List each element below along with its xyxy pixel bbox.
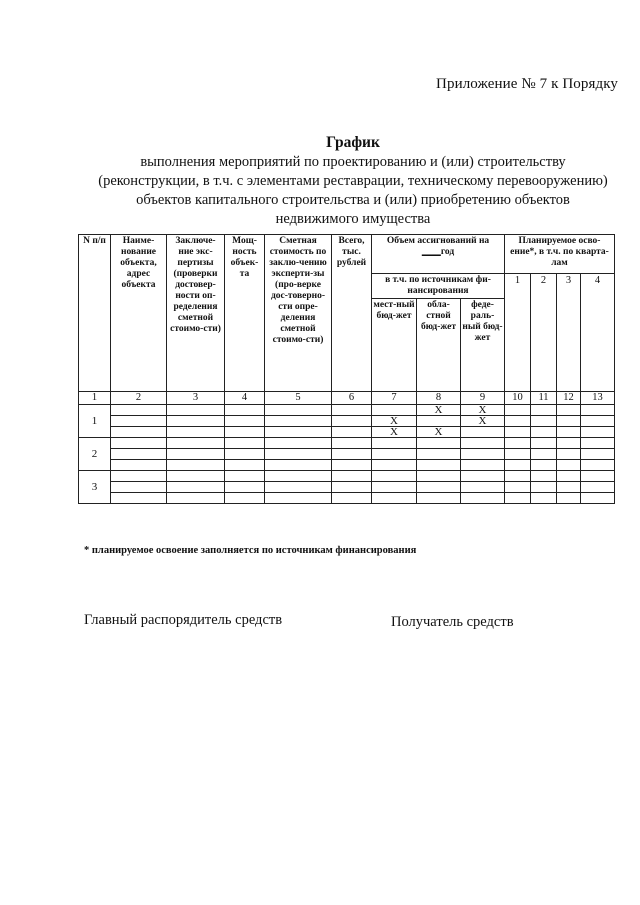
capacity-cell (225, 427, 265, 438)
federal-budget-cell (461, 460, 505, 471)
q4-cell (581, 471, 615, 482)
header-expertise: Заключе-ние экс-пертизы (проверки достовер-ности оп-ределения сметной стоимо-сти) (167, 235, 225, 392)
q3-cell (557, 493, 581, 504)
local-budget-cell (372, 460, 417, 471)
q2-cell (531, 449, 557, 460)
q2-cell (531, 427, 557, 438)
expertise-cell (167, 438, 225, 449)
col-number: 11 (531, 392, 557, 405)
header-local-budget: мест-ный бюд-жет (372, 299, 417, 392)
total-cell (332, 449, 372, 460)
estimate-cell (265, 471, 332, 482)
q3-cell (557, 471, 581, 482)
object-number: 1 (79, 405, 111, 438)
total-cell (332, 493, 372, 504)
q4-cell (581, 405, 615, 416)
q1-cell (505, 405, 531, 416)
local-budget-cell: X (372, 427, 417, 438)
allocation-prefix: Объем ассигнований на (386, 236, 490, 246)
q3-cell (557, 460, 581, 471)
q1-cell (505, 493, 531, 504)
header-q1: 1 (505, 274, 531, 392)
total-cell (332, 482, 372, 493)
q4-cell (581, 438, 615, 449)
local-budget-cell: X (372, 416, 417, 427)
col-number: 13 (581, 392, 615, 405)
q4-cell (581, 482, 615, 493)
q3-cell (557, 482, 581, 493)
local-budget-cell (372, 471, 417, 482)
regional-budget-cell (417, 493, 461, 504)
total-cell (332, 438, 372, 449)
q4-cell (581, 493, 615, 504)
regional-budget-cell: X (417, 405, 461, 416)
capacity-cell (225, 493, 265, 504)
q3-cell (557, 416, 581, 427)
col-number: 4 (225, 392, 265, 405)
title-main: График (326, 134, 380, 151)
regional-budget-cell (417, 438, 461, 449)
estimate-cell (265, 427, 332, 438)
q1-cell (505, 449, 531, 460)
expertise-cell (167, 460, 225, 471)
header-regional-budget: обла-стной бюд-жет (417, 299, 461, 392)
federal-budget-cell: X (461, 416, 505, 427)
object-name-cell (111, 416, 167, 427)
capacity-cell (225, 438, 265, 449)
header-q3: 3 (557, 274, 581, 392)
local-budget-cell (372, 482, 417, 493)
col-number: 6 (332, 392, 372, 405)
federal-budget-cell (461, 482, 505, 493)
col-number: 3 (167, 392, 225, 405)
q2-cell (531, 416, 557, 427)
object-number: 3 (79, 471, 111, 504)
expertise-cell (167, 493, 225, 504)
header-federal-budget: феде-раль-ный бюд-жет (461, 299, 505, 392)
object-name-cell (111, 427, 167, 438)
q4-cell (581, 416, 615, 427)
footnote: * планируемое освоение заполняется по источникам финансирования (84, 545, 417, 556)
regional-budget-cell (417, 471, 461, 482)
federal-budget-cell: X (461, 405, 505, 416)
document-title (80, 133, 626, 229)
col-number: 1 (79, 392, 111, 405)
q2-cell (531, 405, 557, 416)
header-estimate: Сметная стоимость по заклю-чению эксперти-зы (про-верке дос-товерно-сти опре-деления сметной стоимо-сти) (265, 235, 332, 392)
capacity-cell (225, 471, 265, 482)
col-number: 9 (461, 392, 505, 405)
estimate-cell (265, 493, 332, 504)
header-sources: в т.ч. по источникам фи-нансирования (372, 274, 505, 299)
col-number: 2 (111, 392, 167, 405)
estimate-cell (265, 482, 332, 493)
object-number: 2 (79, 438, 111, 471)
local-budget-cell (372, 449, 417, 460)
object-name-cell (111, 460, 167, 471)
total-cell (332, 427, 372, 438)
header-object-name: Наиме-нование объекта, адрес объекта (111, 235, 167, 392)
schedule-table (78, 234, 615, 504)
col-number: 5 (265, 392, 332, 405)
title-line: объектов капитального строительства и (или) приобретению объектов (136, 192, 570, 208)
q2-cell (531, 438, 557, 449)
col-number: 10 (505, 392, 531, 405)
header-planned: Планируемое осво-ение*, в т.ч. по кварта-лам (505, 235, 615, 274)
estimate-cell (265, 416, 332, 427)
expertise-cell (167, 449, 225, 460)
federal-budget-cell (461, 493, 505, 504)
q1-cell (505, 438, 531, 449)
estimate-cell (265, 438, 332, 449)
total-cell (332, 416, 372, 427)
expertise-cell (167, 405, 225, 416)
total-cell (332, 471, 372, 482)
local-budget-cell (372, 405, 417, 416)
appendix-label: Приложение № 7 к Порядку (436, 76, 618, 92)
regional-budget-cell: X (417, 427, 461, 438)
total-cell (332, 460, 372, 471)
header-q2: 2 (531, 274, 557, 392)
regional-budget-cell (417, 416, 461, 427)
q1-cell (505, 460, 531, 471)
q1-cell (505, 416, 531, 427)
q2-cell (531, 471, 557, 482)
q4-cell (581, 449, 615, 460)
header-total: Всего, тыс. рублей (332, 235, 372, 392)
title-line: выполнения мероприятий по проектированию и (или) строительству (140, 154, 566, 170)
regional-budget-cell (417, 460, 461, 471)
col-number: 12 (557, 392, 581, 405)
header-num: N п/п (79, 235, 111, 392)
object-name-cell (111, 493, 167, 504)
estimate-cell (265, 460, 332, 471)
q3-cell (557, 449, 581, 460)
q2-cell (531, 493, 557, 504)
signature-recipient: Получатель средств (391, 614, 514, 630)
object-name-cell (111, 405, 167, 416)
header-q4: 4 (581, 274, 615, 392)
federal-budget-cell (461, 449, 505, 460)
expertise-cell (167, 416, 225, 427)
allocation-year-blank: ____ (421, 247, 441, 257)
capacity-cell (225, 405, 265, 416)
col-number: 7 (372, 392, 417, 405)
q3-cell (557, 427, 581, 438)
col-number: 8 (417, 392, 461, 405)
signature-chief-manager: Главный распорядитель средств (84, 612, 283, 628)
federal-budget-cell (461, 471, 505, 482)
federal-budget-cell (461, 427, 505, 438)
q1-cell (505, 471, 531, 482)
capacity-cell (225, 482, 265, 493)
local-budget-cell (372, 493, 417, 504)
expertise-cell (167, 482, 225, 493)
header-allocation (372, 235, 505, 274)
q4-cell (581, 427, 615, 438)
expertise-cell (167, 427, 225, 438)
expertise-cell (167, 471, 225, 482)
q2-cell (531, 460, 557, 471)
q1-cell (505, 482, 531, 493)
q4-cell (581, 460, 615, 471)
title-line: недвижимого имущества (275, 211, 431, 227)
capacity-cell (225, 416, 265, 427)
q3-cell (557, 438, 581, 449)
allocation-suffix: год (440, 247, 455, 257)
object-name-cell (111, 438, 167, 449)
title-line: (реконструкции, в т.ч. с элементами реставрации, техническому перевооружению) (98, 173, 608, 189)
regional-budget-cell (417, 482, 461, 493)
header-capacity: Мощ-ность объек-та (225, 235, 265, 392)
q2-cell (531, 482, 557, 493)
object-name-cell (111, 449, 167, 460)
capacity-cell (225, 460, 265, 471)
total-cell (332, 405, 372, 416)
object-name-cell (111, 471, 167, 482)
estimate-cell (265, 449, 332, 460)
capacity-cell (225, 449, 265, 460)
q1-cell (505, 427, 531, 438)
federal-budget-cell (461, 438, 505, 449)
object-name-cell (111, 482, 167, 493)
estimate-cell (265, 405, 332, 416)
regional-budget-cell (417, 449, 461, 460)
local-budget-cell (372, 438, 417, 449)
q3-cell (557, 405, 581, 416)
